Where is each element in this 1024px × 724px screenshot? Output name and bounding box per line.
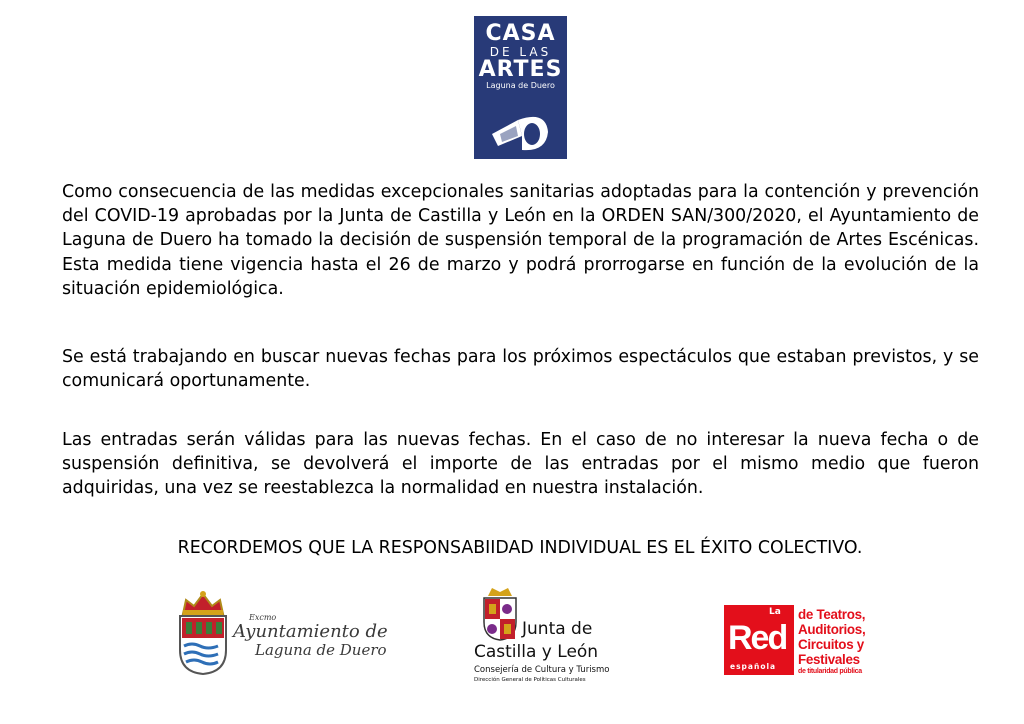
logo-line-artes: ARTES [478,57,563,82]
la-red-line1: de Teatros, [798,607,866,622]
slogan: RECORDEMOS QUE LA RESPONSABIIDAD INDIVIDUAL ES EL ÉXITO COLECTIVO. [177,538,863,558]
ayuntamiento-excmo: Excmo [249,613,277,622]
logo-line-de-las: DE LAS [489,45,552,59]
junta-coat-of-arms-icon [478,586,522,642]
paragraph-suspension-notice: Como consecuencia de las medidas excepcionales sanitarias adoptadas para la contención y prevención del COVID-19 aprobadas por la Junta de Castilla y León en la ORDEN SAN/300/2020, el Ayuntamiento de Laguna de Duero ha tomado la decisión de suspensión temporal de la programación de Artes Escénicas. Esta medida tiene vigencia hasta el 26 de marzo y podrá prorrogarse en función de la evolución de la situación epidemiológica. [62,182,979,299]
logo-emblem-icon [488,106,554,156]
la-red-wordmark [798,607,865,676]
junta-line2: Castilla y León [474,642,599,662]
ayuntamiento-logo [178,590,408,680]
la-red-red: Red [728,619,787,657]
la-red-espanola: española [730,662,777,671]
junta-line3: Consejería de Cultura y Turismo [474,665,610,675]
junta-castilla-leon-logo [470,586,620,686]
logo-line-casa: CASA [485,21,556,46]
la-red-line3: Circuitos y [798,637,864,652]
la-red-line5: de titularidad pública [798,668,862,675]
ayuntamiento-wordmark [233,613,413,659]
la-red-line2: Auditorios, [798,622,866,637]
logo-line-laguna: Laguna de Duero [486,81,555,90]
ayuntamiento-line1: Ayuntamiento de [233,621,388,642]
la-red-line4: Festivales [798,652,860,667]
casa-de-las-artes-logo [474,16,567,159]
junta-line1: Junta de [522,619,593,639]
coat-of-arms-icon [178,614,228,676]
la-red-logo [724,605,874,677]
crown-icon [180,590,226,616]
paragraph-tickets: Las entradas serán válidas para las nuevas fechas. En el caso de no interesar la nueva fecha o de suspensión definitiva, se devolverá el importe de las entradas por el mismo medio que fueron adquiridas, una vez se reestablezca la normalidad en nuestra instalación. [62,430,979,499]
ayuntamiento-line2: Laguna de Duero [255,641,387,659]
la-red-badge [724,605,794,675]
paragraph-new-dates: Se está trabajando en buscar nuevas fechas para los próximos espectáculos que estaban previstos, y se comunicará oportunamente. [62,347,979,392]
junta-line4: Dirección General de Políticas Culturales [474,677,586,683]
la-red-la: La [769,607,781,617]
